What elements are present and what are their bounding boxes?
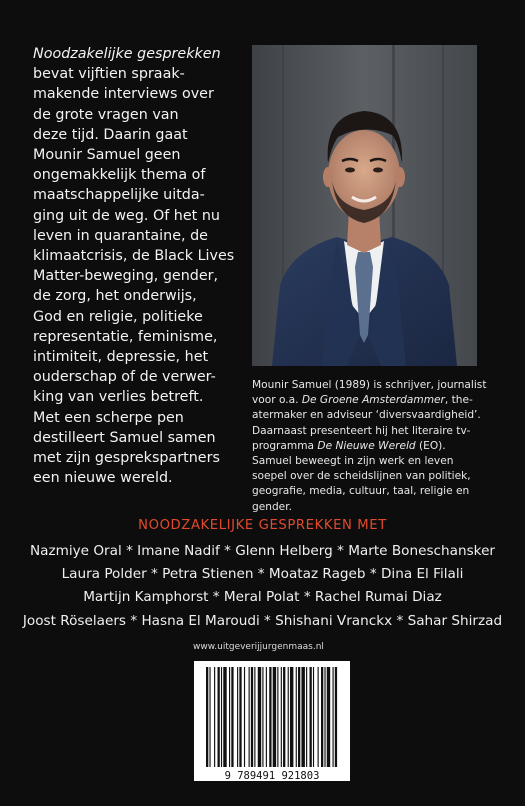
author-photo xyxy=(252,45,477,366)
blurb-line: bevat vijftien spraak- xyxy=(33,66,185,83)
barcode-bar xyxy=(273,667,276,767)
blurb-line: leven in quarantaine, de xyxy=(33,227,208,244)
blurb-line: deze tijd. Daarin gaat xyxy=(33,126,188,143)
blurb-line: Mounir Samuel geen xyxy=(33,147,181,164)
interviewees-line: Nazmiye Oral * Imane Nadif * Glenn Helberg * Marte Boneschansker xyxy=(29,543,496,559)
blurb-line: king van verlies betreft. xyxy=(33,389,204,406)
barcode-bar xyxy=(254,667,255,767)
blurb-line: met zijn gesprekspartners xyxy=(33,450,220,467)
barcode-bar xyxy=(283,667,285,767)
bio-text-1: Mounir Samuel (1989) is schrijver, journalist voor o.a. xyxy=(252,379,487,407)
barcode-bar xyxy=(249,667,250,767)
barcode-bar xyxy=(223,667,226,767)
author-bio xyxy=(252,378,487,515)
barcode-bar xyxy=(221,667,222,767)
blurb-text xyxy=(33,44,248,488)
barcode-bar xyxy=(281,667,282,767)
interviewees-line: Laura Polder * Petra Stienen * Moataz Rageb * Dina El Filali xyxy=(61,566,464,583)
barcode-bar xyxy=(296,667,297,767)
barcode-bar xyxy=(244,667,245,767)
barcode-bar xyxy=(288,667,289,767)
barcode-bar xyxy=(290,667,293,767)
barcode-bar xyxy=(218,667,220,767)
blurb-line: ging uit de weg. Of het nu xyxy=(33,207,220,224)
blurb-line: de grote vragen van xyxy=(33,106,179,123)
barcode-bar xyxy=(277,667,278,767)
blurb-line: maatschappelijke uitda- xyxy=(33,187,205,204)
blurb-line: intimiteit, depressie, het xyxy=(33,349,209,366)
barcode-bar xyxy=(266,667,267,767)
interviewees-line: Martijn Kamphorst * Meral Polat * Rachel Rumai Diaz xyxy=(83,589,442,606)
blurb-line: ongemakkelijk thema of xyxy=(33,167,206,184)
barcode-bar xyxy=(262,667,263,767)
barcode-bar xyxy=(333,667,334,767)
barcode-bar xyxy=(231,667,233,767)
bio-tv-programme: De Nieuwe Wereld xyxy=(317,439,416,452)
book-title: Noodzakelijke gesprekken xyxy=(33,46,221,62)
barcode-bars xyxy=(194,661,350,781)
barcode-bar xyxy=(206,667,208,767)
barcode-bar xyxy=(318,667,319,767)
blurb-line: de zorg, het onderwijs, xyxy=(33,288,197,305)
blurb-line: Met een scherpe pen xyxy=(33,409,184,426)
barcode-bar xyxy=(229,667,230,767)
barcode xyxy=(194,661,350,781)
barcode-bar xyxy=(251,667,253,767)
barcode-bar xyxy=(298,667,300,767)
blurb-line: makende interviews over xyxy=(33,86,214,103)
barcode-bar xyxy=(258,667,261,767)
blurb-line: klimaatcrisis, de Black Lives xyxy=(33,248,235,265)
isbn-number: 9 789491 921803 xyxy=(224,770,320,782)
blurb-line: representatie, feminisme, xyxy=(33,328,218,345)
bio-text-3: (EO). Samuel beweegt in zijn werk en leven soepel over de scheidslijnen van politiek, geografie, media, cultuur, taal, religie en gender. xyxy=(252,439,471,513)
barcode-bar xyxy=(301,667,304,767)
bio-text-2: , the-atermaker en adviseur ‘diversvaardigheid’. Daarnaast presenteert hij het literaire tv-programma xyxy=(252,394,481,452)
barcode-bar xyxy=(324,667,325,767)
blurb-line: God en religie, politieke xyxy=(33,308,203,325)
interviewees-list xyxy=(0,540,525,633)
bio-publication: De Groene Amsterdammer xyxy=(301,394,445,407)
blurb-line: destilleert Samuel samen xyxy=(33,429,216,446)
barcode-bar xyxy=(335,667,337,767)
barcode-bar xyxy=(313,667,314,767)
barcode-bar xyxy=(306,667,307,767)
barcode-bar xyxy=(310,667,312,767)
blurb-line: een nieuwe wereld. xyxy=(33,470,173,487)
interviewees-heading: NOODZAKELIJKE GESPREKKEN MET xyxy=(138,518,387,533)
publisher-url: www.uitgeverijjurgenmaas.nl xyxy=(193,642,324,652)
barcode-bar xyxy=(209,667,210,767)
barcode-bar xyxy=(237,667,238,767)
interviewees-line: Joost Röselaers * Hasna El Maroudi * Shishani Vranckx * Sahar Shirzad xyxy=(22,612,503,629)
barcode-bar xyxy=(269,667,271,767)
barcode-bar xyxy=(214,667,215,767)
barcode-bar xyxy=(239,667,241,767)
blurb-line: Matter-beweging, gender, xyxy=(33,268,219,285)
barcode-bar xyxy=(327,667,330,767)
blurb-line: ouderschap of de verwer- xyxy=(33,369,216,386)
barcode-bar xyxy=(321,667,323,767)
